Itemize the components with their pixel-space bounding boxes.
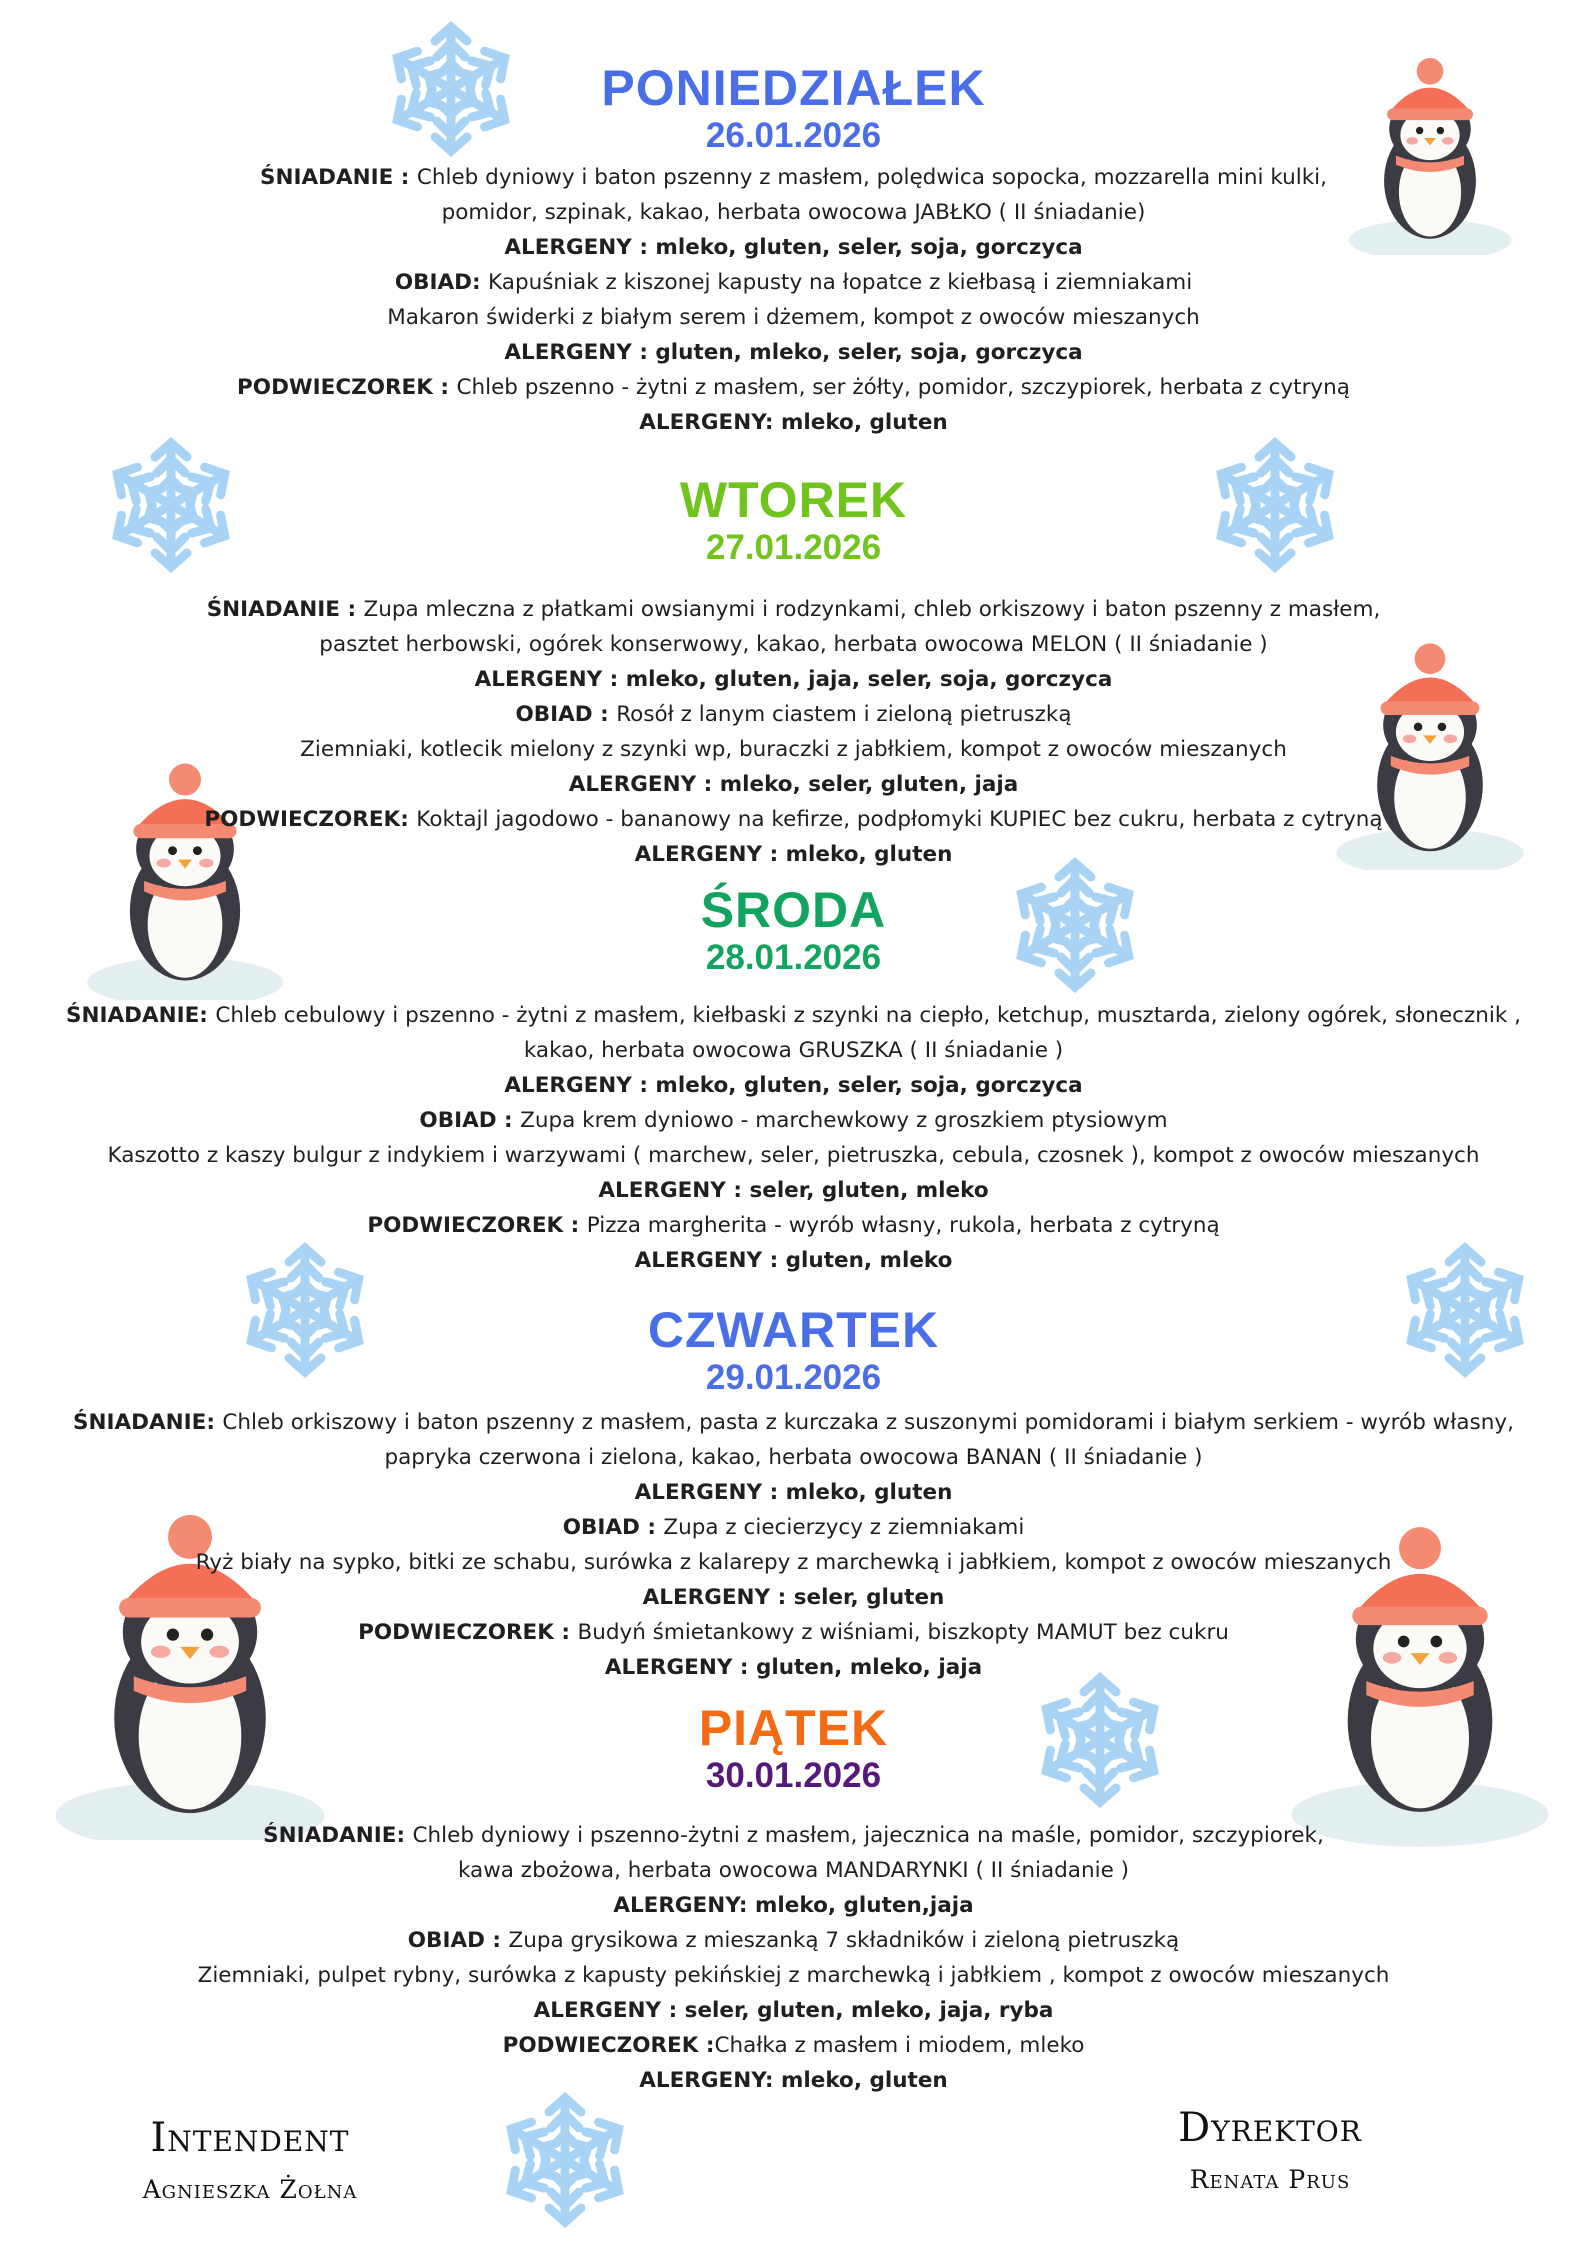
allergens-line	[0, 767, 1587, 802]
day-date: 30.01.2026	[705, 1756, 882, 1795]
line-label: ŚNIADANIE :	[259, 165, 417, 190]
menu-line	[0, 1103, 1587, 1138]
line-label: ALERGENY :	[504, 235, 656, 260]
line-label: PODWIECZOREK :	[367, 1213, 587, 1238]
line-text: pasztet herbowski, ogórek konserwowy, kakao, herbata owocowa MELON ( II śniadanie )	[319, 632, 1268, 657]
line-label: ALERGENY :	[604, 1655, 756, 1680]
line-text: mleko, gluten	[780, 410, 948, 435]
menu-line	[0, 1138, 1587, 1173]
menu-line	[0, 300, 1587, 335]
allergens-line	[0, 662, 1587, 697]
line-text: gluten, mleko, jaja	[755, 1655, 983, 1680]
allergens-line	[0, 335, 1587, 370]
menu-line	[0, 1033, 1587, 1068]
menu-line	[0, 2028, 1587, 2063]
menu-line	[0, 697, 1587, 732]
line-text: Zupa grysikowa z mieszanką 7 składników i zieloną pietruszką	[508, 1928, 1180, 1953]
menu-line	[0, 1545, 1587, 1580]
line-text: Zupa krem dyniowo - marchewkowy z groszkiem ptysiowym	[520, 1108, 1168, 1133]
allergens-line	[0, 1650, 1587, 1685]
line-text: gluten, mleko	[785, 1248, 953, 1273]
line-text: Ziemniaki, kotlecik mielony z szynki wp, buraczki z jabłkiem, kompot z owoców mieszanych	[300, 737, 1287, 762]
menu-line	[0, 1405, 1587, 1440]
line-text: seler, gluten, mleko, jaja, ryba	[684, 1998, 1054, 2023]
day-name: ŚRODA	[700, 882, 887, 938]
menu-line	[0, 1510, 1587, 1545]
allergens-line	[0, 837, 1587, 872]
signature-name: Agnieszka Żołna	[142, 2175, 358, 2204]
line-label: OBIAD :	[419, 1108, 521, 1133]
day-name: WTOREK	[679, 472, 908, 528]
menu-line	[0, 370, 1587, 405]
menu-line	[0, 627, 1587, 662]
allergens-line	[0, 1888, 1587, 1923]
allergens-line	[0, 1173, 1587, 1208]
line-text: mleko, gluten,jaja	[755, 1893, 974, 1918]
line-label: ALERGENY :	[504, 1073, 656, 1098]
menu-line	[0, 1440, 1587, 1475]
line-text: mleko, gluten, jaja, seler, soja, gorczyca	[625, 667, 1113, 692]
line-text: mleko, seler, gluten, jaja	[719, 772, 1019, 797]
line-text: Koktajl jagodowo - bananowy na kefirze, podpłomyki KUPIEC bez cukru, herbata z cytryną	[416, 807, 1383, 832]
day-date: 27.01.2026	[705, 528, 882, 567]
line-text: mleko, gluten, seler, soja, gorczyca	[655, 235, 1083, 260]
line-label: ALERGENY:	[639, 2068, 781, 2093]
line-text: seler, gluten, mleko	[749, 1178, 989, 1203]
line-label: OBIAD :	[515, 702, 617, 727]
line-text: Budyń śmietankowy z wiśniami, biszkopty MAMUT bez cukru	[577, 1620, 1229, 1645]
line-label: OBIAD :	[407, 1928, 509, 1953]
day-header	[0, 882, 1587, 978]
line-label: ŚNIADANIE :	[206, 597, 364, 622]
day-date: 29.01.2026	[705, 1358, 882, 1397]
allergens-line	[0, 1243, 1587, 1278]
line-text: Makaron świderki z białym serem i dżemem, kompot z owoców mieszanych	[387, 305, 1200, 330]
line-label: ALERGENY :	[504, 340, 656, 365]
line-text: mleko, gluten	[785, 842, 953, 867]
line-label: ALERGENY:	[613, 1893, 756, 1918]
line-text: Chleb dyniowy i baton pszenny z masłem, polędwica sopocka, mozzarella mini kulki,	[416, 165, 1327, 190]
menu-line	[0, 1923, 1587, 1958]
menu-line	[0, 998, 1587, 1033]
line-text: kawa zbożowa, herbata owocowa MANDARYNKI ( II śniadanie )	[457, 1858, 1130, 1883]
line-label: ALERGENY :	[642, 1585, 794, 1610]
line-label: PODWIECZOREK :	[237, 375, 457, 400]
menu-line	[0, 1958, 1587, 1993]
menu-line	[0, 1853, 1587, 1888]
menu-line	[0, 1615, 1587, 1650]
line-text: Chałka z masłem i miodem, mleko	[714, 2033, 1085, 2058]
allergens-line	[0, 1580, 1587, 1615]
line-label: ALERGENY :	[533, 1998, 685, 2023]
line-text: Chleb cebulowy i pszenno - żytni z masłem, kiełbaski z szynki na ciepło, ketchup, musztarda, zielony ogórek, słonecznik ,	[215, 1003, 1521, 1028]
line-text: Ryż biały na sypko, bitki ze schabu, surówka z kalarepy z marchewką i jabłkiem, kompot z owoców mieszanych	[195, 1550, 1392, 1575]
line-label: ALERGENY :	[634, 842, 786, 867]
menu-line	[0, 732, 1587, 767]
line-text: Ziemniaki, pulpet rybny, surówka z kapusty pekińskiej z marchewką i jabłkiem , kompot z owoców mieszanych	[197, 1963, 1390, 1988]
line-text: Kapuśniak z kiszonej kapusty na łopatce z kiełbasą i ziemniakami	[488, 270, 1193, 295]
line-text: Zupa z ciecierzycy z ziemniakami	[663, 1515, 1025, 1540]
line-text: gluten, mleko, seler, soja, gorczyca	[655, 340, 1083, 365]
menu-line	[0, 265, 1587, 300]
line-label: ALERGENY :	[634, 1248, 786, 1273]
day-header	[0, 1700, 1587, 1796]
line-label: OBIAD:	[394, 270, 489, 295]
line-text: Chleb pszenno - żytni z masłem, ser żółty, pomidor, szczypiorek, herbata z cytryną	[456, 375, 1350, 400]
menu-line	[0, 1818, 1587, 1853]
allergens-line	[0, 2063, 1587, 2098]
line-label: ALERGENY:	[639, 410, 781, 435]
line-text: mleko, gluten, seler, soja, gorczyca	[655, 1073, 1083, 1098]
line-text: papryka czerwona i zielona, kakao, herbata owocowa BANAN ( II śniadanie )	[384, 1445, 1203, 1470]
line-label: OBIAD :	[562, 1515, 664, 1540]
menu-line	[0, 160, 1587, 195]
line-text: seler, gluten	[793, 1585, 945, 1610]
signature-intendent	[80, 2115, 420, 2204]
line-label: ŚNIADANIE:	[65, 1003, 216, 1028]
allergens-line	[0, 1475, 1587, 1510]
line-label: ALERGENY :	[634, 1480, 786, 1505]
menu-line	[0, 1208, 1587, 1243]
menu-line	[0, 195, 1587, 230]
line-text: Kaszotto z kaszy bulgur z indykiem i warzywami ( marchew, seler, pietruszka, cebula, czosnek ), kompot z owoców mieszanych	[107, 1143, 1480, 1168]
day-date: 28.01.2026	[705, 938, 882, 977]
menu-line	[0, 802, 1587, 837]
day-header	[0, 60, 1587, 156]
allergens-line	[0, 1068, 1587, 1103]
allergens-line	[0, 405, 1587, 440]
line-label: ALERGENY :	[568, 772, 720, 797]
line-text: Zupa mleczna z płatkami owsianymi i rodzynkami, chleb orkiszowy i baton pszenny z masłem,	[363, 597, 1381, 622]
snowflake-icon	[490, 2085, 640, 2235]
line-text: Chleb dyniowy i pszenno-żytni z masłem, jajecznica na maśle, pomidor, szczypiorek,	[412, 1823, 1324, 1848]
line-label: PODWIECZOREK :	[502, 2033, 715, 2058]
line-text: Chleb orkiszowy i baton pszenny z masłem, pasta z kurczaka z suszonymi pomidorami i białym serkiem - wyrób własny,	[222, 1410, 1514, 1435]
line-text: kakao, herbata owocowa GRUSZKA ( II śniadanie )	[523, 1038, 1064, 1063]
line-text: Rosół z lanym ciastem i zieloną pietruszką	[616, 702, 1072, 727]
line-label: PODWIECZOREK:	[204, 807, 417, 832]
line-label: ŚNIADANIE:	[73, 1410, 223, 1435]
signature-dyrektor	[1100, 2105, 1440, 2194]
line-label: ŚNIADANIE:	[263, 1823, 413, 1848]
line-text: pomidor, szpinak, kakao, herbata owocowa JABŁKO ( II śniadanie)	[441, 200, 1146, 225]
day-header	[0, 472, 1587, 568]
line-label: ALERGENY :	[598, 1178, 750, 1203]
day-name: PONIEDZIAŁEK	[601, 60, 986, 116]
line-text: mleko, gluten	[780, 2068, 948, 2093]
line-label: PODWIECZOREK :	[358, 1620, 578, 1645]
line-text: Pizza margherita - wyrób własny, rukola, herbata z cytryną	[586, 1213, 1220, 1238]
signature-role: Intendent	[150, 2115, 350, 2161]
day-date: 26.01.2026	[705, 116, 882, 155]
allergens-line	[0, 1993, 1587, 2028]
day-name: PIĄTEK	[698, 1700, 889, 1756]
menu-line	[0, 592, 1587, 627]
signature-role: Dyrektor	[1178, 2105, 1362, 2151]
day-name: CZWARTEK	[647, 1302, 940, 1358]
line-text: mleko, gluten	[785, 1480, 953, 1505]
line-label: ALERGENY :	[474, 667, 626, 692]
signature-name: Renata Prus	[1189, 2165, 1351, 2194]
allergens-line	[0, 230, 1587, 265]
day-header	[0, 1302, 1587, 1398]
